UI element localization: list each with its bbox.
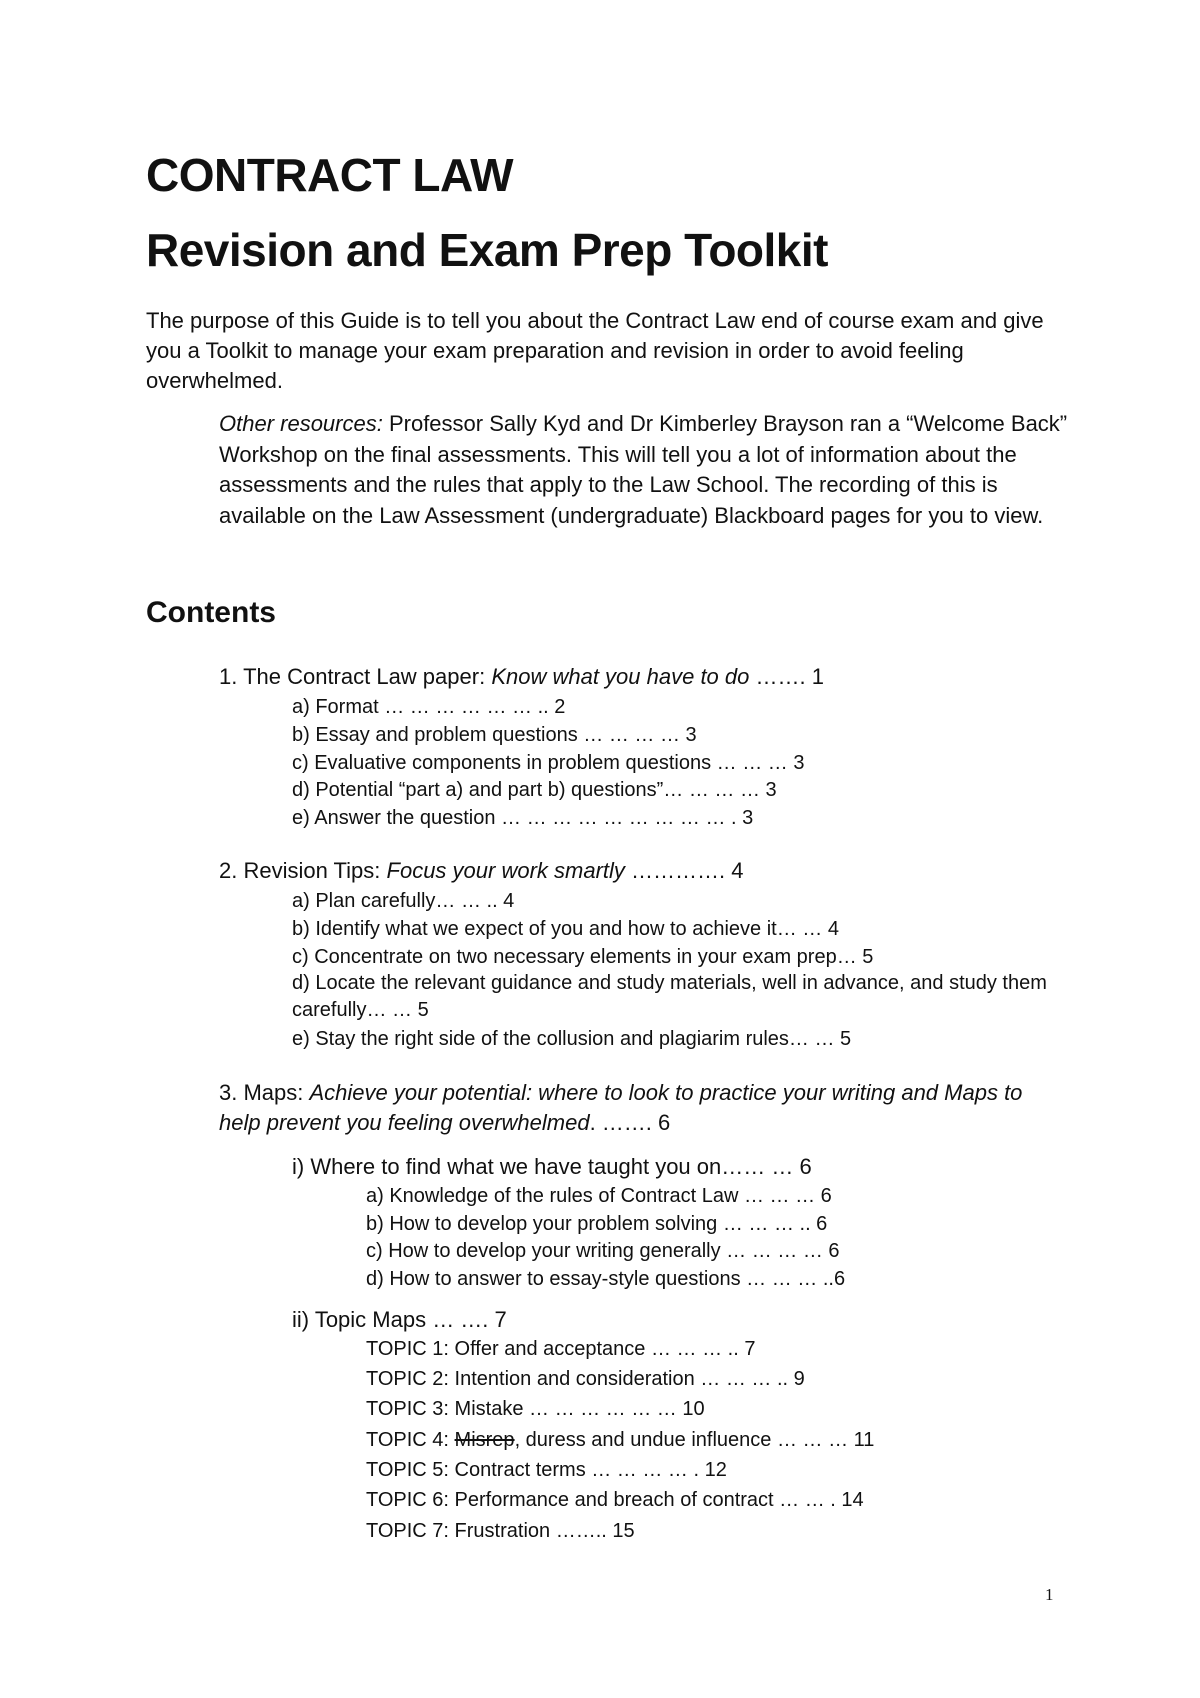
toc-section-3: 3. Maps: Achieve your potential: where to look to practice your writing and Maps to help prevent you feeling overwhelmed. ……. 6 — [219, 1080, 1023, 1135]
toc-item: b) How to develop your problem solving … … … .. 6 — [366, 1213, 828, 1235]
toc-item: c) How to develop your writing generally … … … … 6 — [366, 1240, 840, 1262]
toc-topic-item: TOPIC 6: Performance and breach of contract … … . 14 — [366, 1489, 864, 1511]
resources-paragraph — [219, 409, 1069, 531]
page-number: 1 — [1045, 1585, 1054, 1604]
toc-item: b) Identify what we expect of you and how to achieve it… … 4 — [292, 918, 839, 940]
toc-item: d) How to answer to essay-style questions … … … ..6 — [366, 1268, 846, 1290]
toc-topic-item: TOPIC 5: Contract terms … … … … . 12 — [366, 1459, 727, 1481]
toc-subsection-ii: ii) Topic Maps … …. 7 — [292, 1307, 507, 1332]
toc-item: a) Format … … … … … … .. 2 — [292, 696, 566, 718]
toc-item: c) Concentrate on two necessary elements in your exam prep… 5 — [292, 946, 874, 968]
toc-item: d) Potential “part a) and part b) questions”… … … … 3 — [292, 779, 777, 801]
toc-subsection-i: i) Where to find what we have taught you on…… … 6 — [292, 1154, 812, 1179]
toc-item: c) Evaluative components in problem questions … … … 3 — [292, 752, 805, 774]
toc-item: b) Essay and problem questions … … … … 3 — [292, 724, 697, 746]
intro-paragraph: The purpose of this Guide is to tell you about the Contract Law end of course exam and give you a Toolkit to manage your exam preparation and revision in order to avoid feeling overwhelmed. — [146, 308, 1044, 393]
resources-label: Other resources: — [219, 411, 383, 436]
toc-topic-item: TOPIC 7: Frustration …….. 15 — [366, 1520, 635, 1542]
toc-item: e) Answer the question … … … … … … … … … . 3 — [292, 807, 754, 829]
toc-item: a) Plan carefully… … .. 4 — [292, 890, 515, 912]
toc-topic-item: TOPIC 1: Offer and acceptance … … … .. 7 — [366, 1338, 756, 1360]
toc-item: a) Knowledge of the rules of Contract Law … … … 6 — [366, 1185, 832, 1207]
toc-item: e) Stay the right side of the collusion and plagiarim rules… … 5 — [292, 1028, 852, 1050]
document-title: CONTRACT LAW — [146, 149, 514, 201]
contents-heading: Contents — [146, 596, 276, 629]
struck-text: Misrep — [454, 1429, 515, 1451]
document-subtitle: Revision and Exam Prep Toolkit — [146, 224, 828, 276]
toc-topic-item: TOPIC 2: Intention and consideration … … … .. 9 — [366, 1368, 805, 1390]
toc-section-1: 1. The Contract Law paper: Know what you have to do ……. 1 — [219, 664, 824, 689]
toc-topic-item: TOPIC 4: Misrep, duress and undue influence … … … 11 — [366, 1429, 875, 1451]
toc-item: d) Locate the relevant guidance and study materials, well in advance, and study them carefully… … 5 — [292, 972, 1047, 1021]
resources-text: Professor Sally Kyd and Dr Kimberley Brayson ran a “Welcome Back” Workshop on the final assessments. This will tell you a lot of information about the assessments and the rules that apply to the Law School. The recording of this is available on the Law Assessment (undergraduate) Blackboard pages for you to view. — [219, 411, 1068, 528]
toc-topic-item: TOPIC 3: Mistake … … … … … … 10 — [366, 1398, 705, 1420]
toc-section-2: 2. Revision Tips: Focus your work smartly …………. 4 — [219, 858, 744, 883]
